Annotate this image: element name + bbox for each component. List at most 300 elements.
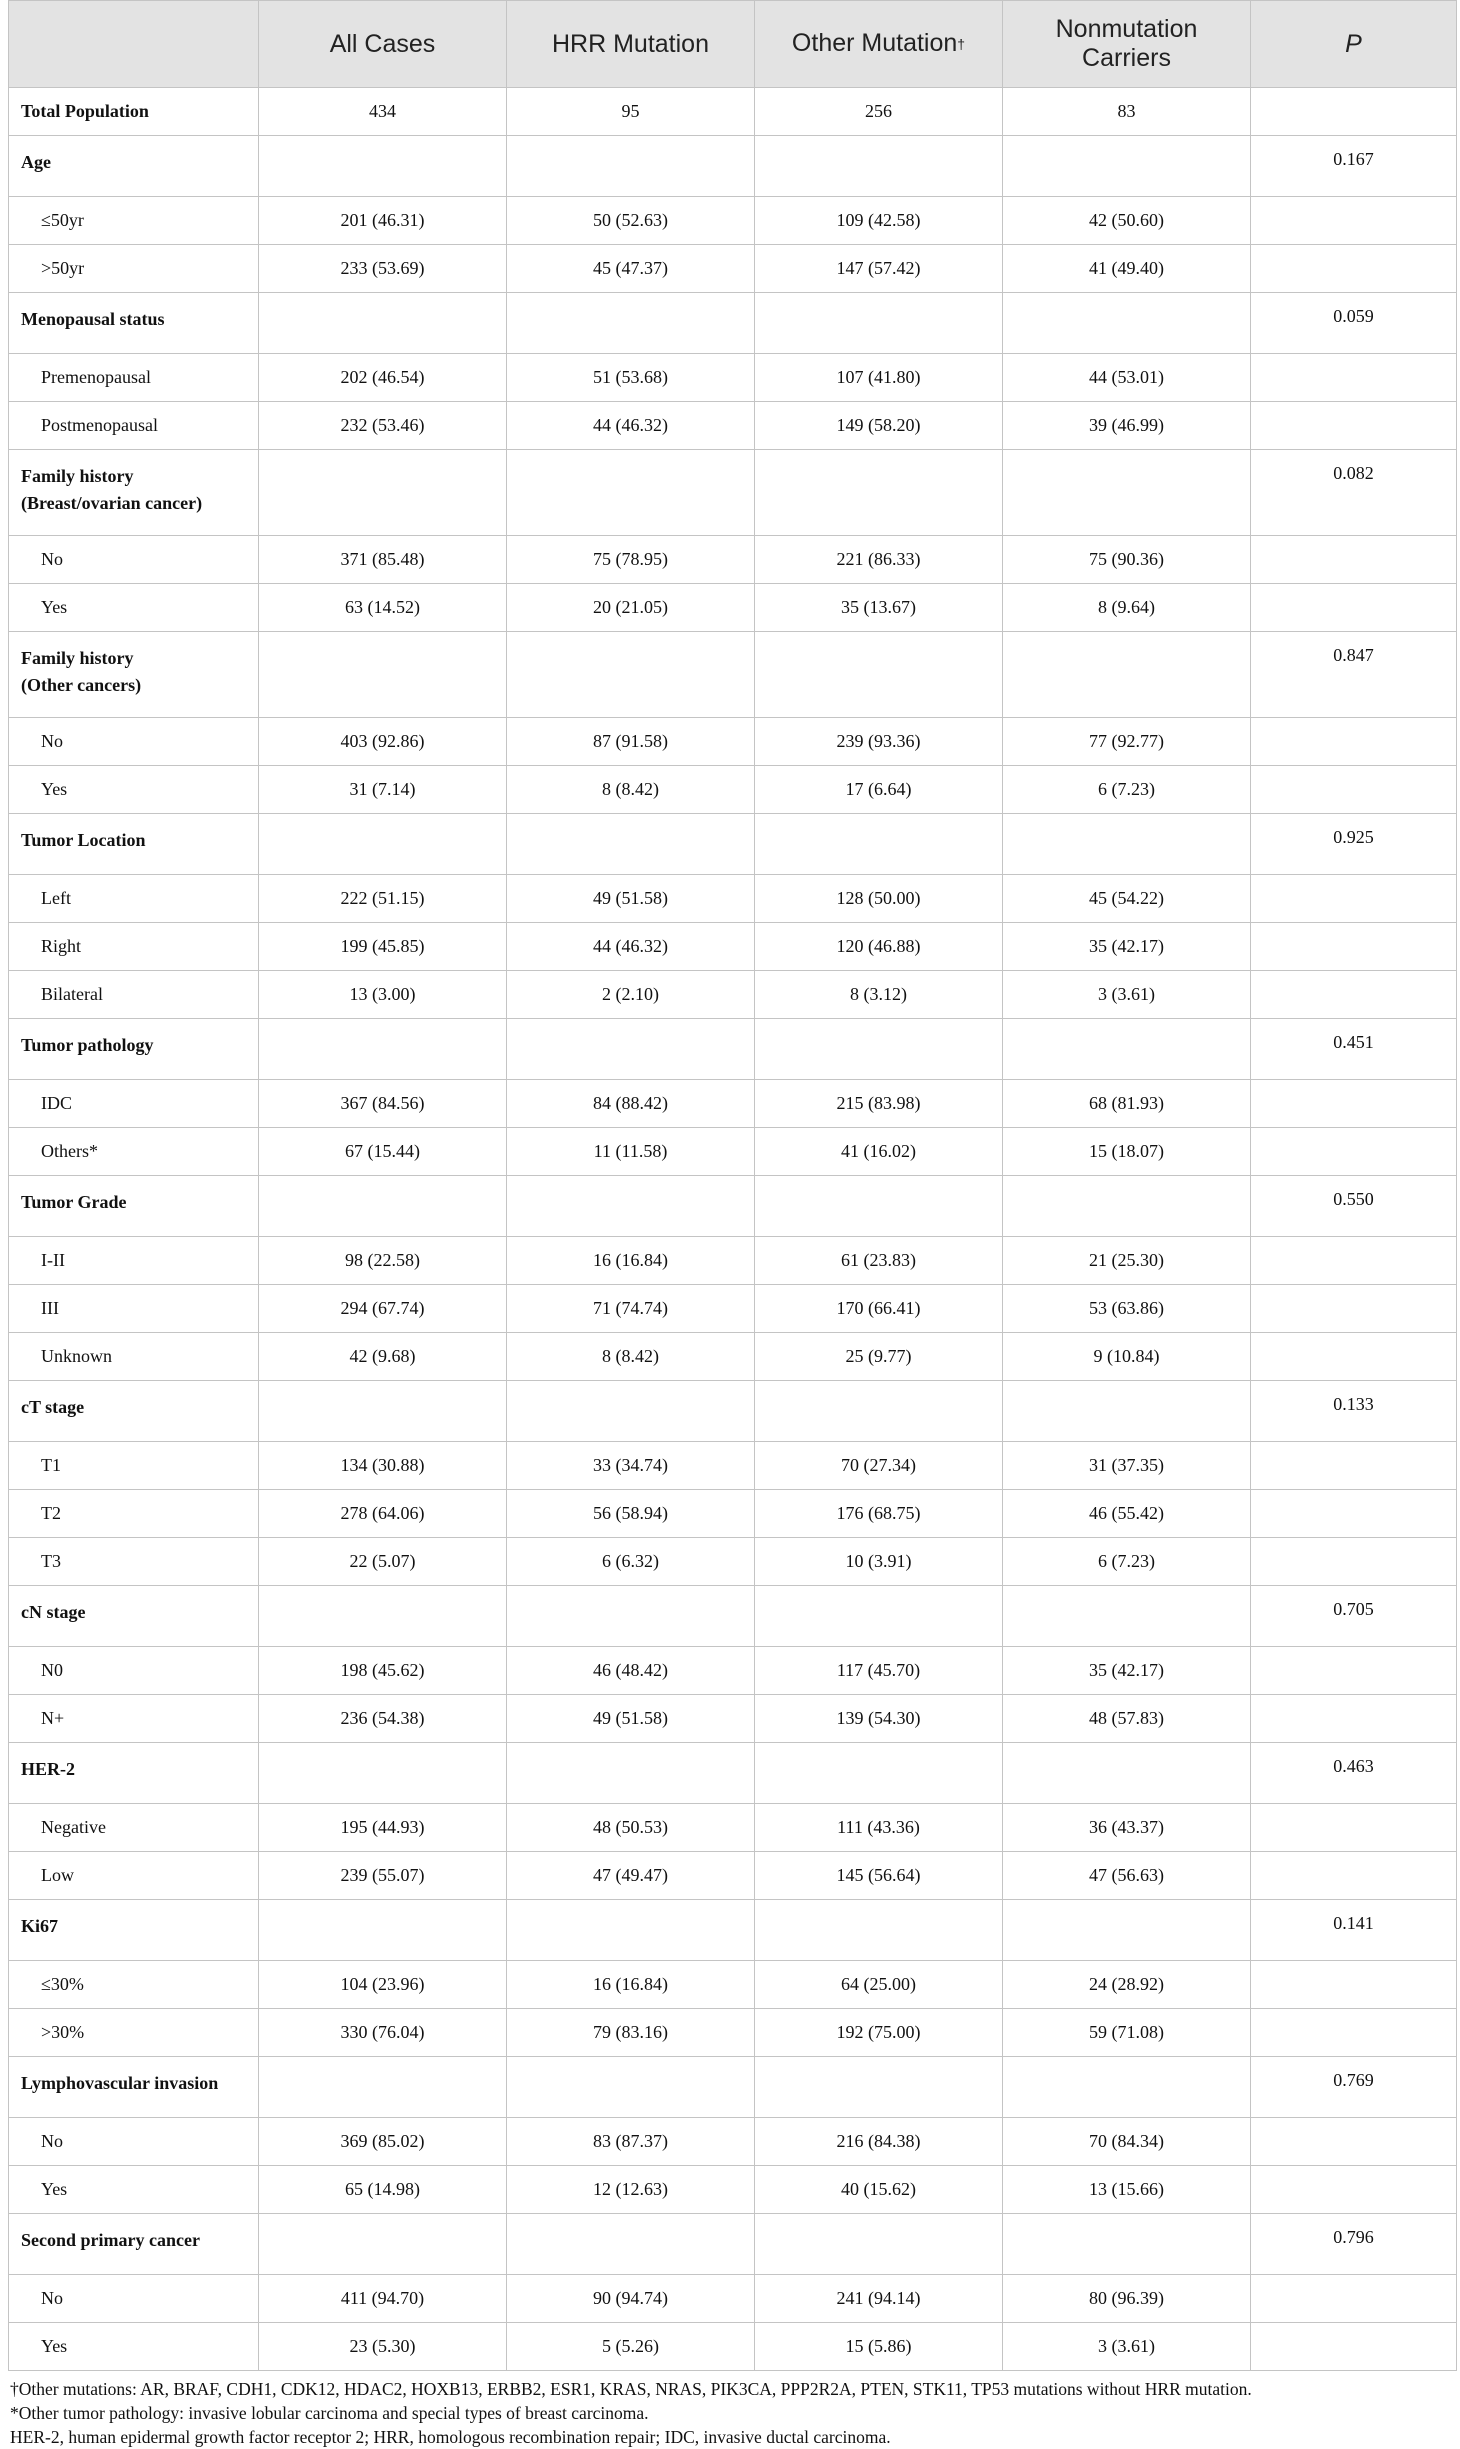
table-body <box>9 88 1457 2371</box>
value-cell: 13 (3.00) <box>259 971 507 1019</box>
empty-cell <box>507 1900 755 1961</box>
p-value-cell: 0.451 <box>1251 1019 1457 1080</box>
p-value-cell: 0.796 <box>1251 2214 1457 2275</box>
table-row <box>9 197 1457 245</box>
section-label-text: Second primary cancer <box>21 2230 200 2250</box>
p-value-cell <box>1251 1695 1457 1743</box>
value-cell: 71 (74.74) <box>507 1285 755 1333</box>
value-cell: 16 (16.84) <box>507 1961 755 2009</box>
value-cell: 145 (56.64) <box>755 1852 1003 1900</box>
value-cell: 50 (52.63) <box>507 197 755 245</box>
value-cell: 109 (42.58) <box>755 197 1003 245</box>
section-label <box>9 814 259 875</box>
empty-cell <box>259 1900 507 1961</box>
value-cell: 8 (8.42) <box>507 1333 755 1381</box>
section-row <box>9 2057 1457 2118</box>
section-row <box>9 293 1457 354</box>
value-cell: 15 (18.07) <box>1003 1128 1251 1176</box>
empty-cell <box>259 2057 507 2118</box>
value-cell: 44 (46.32) <box>507 402 755 450</box>
table-row <box>9 1442 1457 1490</box>
value-cell: 278 (64.06) <box>259 1490 507 1538</box>
value-cell: 6 (7.23) <box>1003 1538 1251 1586</box>
value-cell: 3 (3.61) <box>1003 2323 1251 2371</box>
value-cell: 117 (45.70) <box>755 1647 1003 1695</box>
value-cell: 75 (78.95) <box>507 536 755 584</box>
value-cell: 201 (46.31) <box>259 197 507 245</box>
table-row <box>9 1961 1457 2009</box>
value-cell: 64 (25.00) <box>755 1961 1003 2009</box>
value-cell: 40 (15.62) <box>755 2166 1003 2214</box>
value-cell: 215 (83.98) <box>755 1080 1003 1128</box>
empty-cell <box>755 1381 1003 1442</box>
value-cell: 221 (86.33) <box>755 536 1003 584</box>
p-value-cell <box>1251 536 1457 584</box>
empty-cell <box>1003 450 1251 536</box>
empty-cell <box>755 293 1003 354</box>
p-value-cell: 0.059 <box>1251 293 1457 354</box>
table-row <box>9 88 1457 136</box>
section-label <box>9 2214 259 2275</box>
table-row <box>9 402 1457 450</box>
section-row <box>9 1743 1457 1804</box>
value-cell: 20 (21.05) <box>507 584 755 632</box>
value-cell: 31 (37.35) <box>1003 1442 1251 1490</box>
p-value-cell <box>1251 1080 1457 1128</box>
p-value-cell <box>1251 354 1457 402</box>
value-cell: 47 (49.47) <box>507 1852 755 1900</box>
empty-cell <box>507 1019 755 1080</box>
row-label: T3 <box>9 1538 259 1586</box>
empty-cell <box>259 1743 507 1804</box>
value-cell: 65 (14.98) <box>259 2166 507 2214</box>
p-value-cell <box>1251 402 1457 450</box>
table-row <box>9 1538 1457 1586</box>
value-cell: 90 (94.74) <box>507 2275 755 2323</box>
row-label: >50yr <box>9 245 259 293</box>
row-label: T1 <box>9 1442 259 1490</box>
empty-cell <box>507 293 755 354</box>
empty-cell <box>755 136 1003 197</box>
value-cell: 83 <box>1003 88 1251 136</box>
value-cell: 75 (90.36) <box>1003 536 1251 584</box>
section-label-text: Ki67 <box>21 1916 59 1936</box>
value-cell: 67 (15.44) <box>259 1128 507 1176</box>
value-cell: 202 (46.54) <box>259 354 507 402</box>
p-value-cell <box>1251 1961 1457 2009</box>
section-label <box>9 1900 259 1961</box>
p-value-cell <box>1251 1237 1457 1285</box>
value-cell: 59 (71.08) <box>1003 2009 1251 2057</box>
p-value-cell <box>1251 2323 1457 2371</box>
section-label-text: Age <box>21 152 51 172</box>
value-cell: 23 (5.30) <box>259 2323 507 2371</box>
row-label: N0 <box>9 1647 259 1695</box>
empty-cell <box>1003 1019 1251 1080</box>
row-label: T2 <box>9 1490 259 1538</box>
p-value-cell <box>1251 971 1457 1019</box>
section-row <box>9 1176 1457 1237</box>
empty-cell <box>507 632 755 718</box>
p-value-cell: 0.141 <box>1251 1900 1457 1961</box>
empty-cell <box>755 1176 1003 1237</box>
row-label: I-II <box>9 1237 259 1285</box>
empty-cell <box>259 293 507 354</box>
value-cell: 198 (45.62) <box>259 1647 507 1695</box>
empty-cell <box>259 136 507 197</box>
table-row <box>9 536 1457 584</box>
section-label-text: Tumor Grade <box>21 1192 127 1212</box>
empty-cell <box>507 1381 755 1442</box>
value-cell: 199 (45.85) <box>259 923 507 971</box>
value-cell: 83 (87.37) <box>507 2118 755 2166</box>
value-cell: 31 (7.14) <box>259 766 507 814</box>
row-label: Yes <box>9 766 259 814</box>
row-label: Right <box>9 923 259 971</box>
value-cell: 45 (47.37) <box>507 245 755 293</box>
empty-cell <box>1003 1743 1251 1804</box>
empty-cell <box>755 2057 1003 2118</box>
value-cell: 35 (13.67) <box>755 584 1003 632</box>
value-cell: 367 (84.56) <box>259 1080 507 1128</box>
p-value-cell <box>1251 718 1457 766</box>
row-label: Yes <box>9 2166 259 2214</box>
table-row <box>9 354 1457 402</box>
row-label: Left <box>9 875 259 923</box>
section-label <box>9 2057 259 2118</box>
value-cell: 17 (6.64) <box>755 766 1003 814</box>
row-label: Unknown <box>9 1333 259 1381</box>
section-row <box>9 814 1457 875</box>
p-value-cell <box>1251 584 1457 632</box>
empty-cell <box>755 1900 1003 1961</box>
section-label-text: HER-2 <box>21 1759 75 1779</box>
empty-cell <box>507 2214 755 2275</box>
value-cell: 35 (42.17) <box>1003 923 1251 971</box>
row-label: ≤30% <box>9 1961 259 2009</box>
header-all-cases: All Cases <box>259 1 507 88</box>
row-label: No <box>9 536 259 584</box>
value-cell: 8 (8.42) <box>507 766 755 814</box>
p-value-cell <box>1251 197 1457 245</box>
value-cell: 8 (9.64) <box>1003 584 1251 632</box>
value-cell: 411 (94.70) <box>259 2275 507 2323</box>
value-cell: 15 (5.86) <box>755 2323 1003 2371</box>
p-value-cell <box>1251 88 1457 136</box>
value-cell: 294 (67.74) <box>259 1285 507 1333</box>
value-cell: 70 (27.34) <box>755 1442 1003 1490</box>
p-value-cell <box>1251 2118 1457 2166</box>
table-row <box>9 2009 1457 2057</box>
header-row <box>9 1 1457 88</box>
characteristics-table <box>8 0 1457 2371</box>
empty-cell <box>259 814 507 875</box>
empty-cell <box>755 450 1003 536</box>
value-cell: 6 (6.32) <box>507 1538 755 1586</box>
value-cell: 98 (22.58) <box>259 1237 507 1285</box>
empty-cell <box>755 632 1003 718</box>
section-row <box>9 2214 1457 2275</box>
section-label-text: cN stage <box>21 1602 86 1622</box>
value-cell: 139 (54.30) <box>755 1695 1003 1743</box>
footnote: †Other mutations: AR, BRAF, CDH1, CDK12, HDAC2, HOXB13, ERBB2, ESR1, KRAS, NRAS, PIK3CA, PPP2R2A, PTEN, STK11, TP53 mutations without HRR mutation. <box>10 2379 1252 2399</box>
section-row <box>9 1586 1457 1647</box>
row-label: Bilateral <box>9 971 259 1019</box>
value-cell: 371 (85.48) <box>259 536 507 584</box>
value-cell: 87 (91.58) <box>507 718 755 766</box>
p-value-cell <box>1251 1128 1457 1176</box>
value-cell: 61 (23.83) <box>755 1237 1003 1285</box>
value-cell: 51 (53.68) <box>507 354 755 402</box>
value-cell: 192 (75.00) <box>755 2009 1003 2057</box>
table-row <box>9 245 1457 293</box>
value-cell: 47 (56.63) <box>1003 1852 1251 1900</box>
value-cell: 369 (85.02) <box>259 2118 507 2166</box>
value-cell: 13 (15.66) <box>1003 2166 1251 2214</box>
table-row <box>9 1128 1457 1176</box>
p-value-cell: 0.463 <box>1251 1743 1457 1804</box>
row-label: No <box>9 2275 259 2323</box>
value-cell: 241 (94.14) <box>755 2275 1003 2323</box>
empty-cell <box>507 1176 755 1237</box>
section-label-text-2: (Breast/ovarian cancer) <box>21 493 203 513</box>
value-cell: 222 (51.15) <box>259 875 507 923</box>
value-cell: 403 (92.86) <box>259 718 507 766</box>
table-row <box>9 923 1457 971</box>
section-label-text-2: (Other cancers) <box>21 675 142 695</box>
section-label <box>9 293 259 354</box>
row-label: Premenopausal <box>9 354 259 402</box>
table-row <box>9 718 1457 766</box>
value-cell: 3 (3.61) <box>1003 971 1251 1019</box>
section-row <box>9 450 1457 536</box>
header-nonmutation-line2: Carriers <box>1082 44 1171 72</box>
row-label: Total Population <box>9 88 259 136</box>
empty-cell <box>1003 293 1251 354</box>
section-label <box>9 632 259 718</box>
p-value-cell <box>1251 245 1457 293</box>
value-cell: 239 (55.07) <box>259 1852 507 1900</box>
section-row <box>9 1900 1457 1961</box>
p-value-cell <box>1251 1333 1457 1381</box>
value-cell: 48 (50.53) <box>507 1804 755 1852</box>
p-value-cell <box>1251 923 1457 971</box>
row-label: ≤50yr <box>9 197 259 245</box>
value-cell: 239 (93.36) <box>755 718 1003 766</box>
table-row <box>9 1647 1457 1695</box>
header-nonmutation-carriers <box>1003 1 1251 88</box>
p-value-cell <box>1251 1285 1457 1333</box>
value-cell: 36 (43.37) <box>1003 1804 1251 1852</box>
table-row <box>9 766 1457 814</box>
section-label <box>9 136 259 197</box>
p-value-cell: 0.550 <box>1251 1176 1457 1237</box>
value-cell: 42 (50.60) <box>1003 197 1251 245</box>
value-cell: 16 (16.84) <box>507 1237 755 1285</box>
value-cell: 9 (10.84) <box>1003 1333 1251 1381</box>
row-label: Yes <box>9 2323 259 2371</box>
value-cell: 128 (50.00) <box>755 875 1003 923</box>
row-label: IDC <box>9 1080 259 1128</box>
table-row <box>9 1237 1457 1285</box>
empty-cell <box>1003 1586 1251 1647</box>
section-row <box>9 632 1457 718</box>
empty-cell <box>1003 2214 1251 2275</box>
value-cell: 11 (11.58) <box>507 1128 755 1176</box>
row-label: III <box>9 1285 259 1333</box>
value-cell: 22 (5.07) <box>259 1538 507 1586</box>
section-label <box>9 1586 259 1647</box>
row-label: Postmenopausal <box>9 402 259 450</box>
row-label: No <box>9 718 259 766</box>
section-label <box>9 1176 259 1237</box>
section-label-text: Tumor Location <box>21 830 146 850</box>
value-cell: 41 (16.02) <box>755 1128 1003 1176</box>
section-label-text: Tumor pathology <box>21 1035 154 1055</box>
p-value-cell <box>1251 766 1457 814</box>
section-label <box>9 450 259 536</box>
section-label-text: Family history <box>21 466 134 486</box>
p-value-cell <box>1251 2166 1457 2214</box>
value-cell: 170 (66.41) <box>755 1285 1003 1333</box>
value-cell: 21 (25.30) <box>1003 1237 1251 1285</box>
p-value-cell <box>1251 1852 1457 1900</box>
section-label <box>9 1381 259 1442</box>
empty-cell <box>507 136 755 197</box>
empty-cell <box>755 1743 1003 1804</box>
value-cell: 120 (46.88) <box>755 923 1003 971</box>
header-blank <box>9 1 259 88</box>
empty-cell <box>259 2214 507 2275</box>
value-cell: 232 (53.46) <box>259 402 507 450</box>
p-value-cell <box>1251 1804 1457 1852</box>
value-cell: 70 (84.34) <box>1003 2118 1251 2166</box>
p-value-cell: 0.082 <box>1251 450 1457 536</box>
empty-cell <box>1003 814 1251 875</box>
table-row <box>9 875 1457 923</box>
empty-cell <box>1003 2057 1251 2118</box>
row-label: No <box>9 2118 259 2166</box>
p-value-cell <box>1251 1647 1457 1695</box>
value-cell: 46 (55.42) <box>1003 1490 1251 1538</box>
p-value-cell: 0.705 <box>1251 1586 1457 1647</box>
value-cell: 25 (9.77) <box>755 1333 1003 1381</box>
table-container <box>8 0 1456 2449</box>
value-cell: 42 (9.68) <box>259 1333 507 1381</box>
table-row <box>9 2118 1457 2166</box>
value-cell: 80 (96.39) <box>1003 2275 1251 2323</box>
header-nonmutation-line1: Nonmutation <box>1055 15 1198 43</box>
value-cell: 104 (23.96) <box>259 1961 507 2009</box>
p-value-cell: 0.133 <box>1251 1381 1457 1442</box>
value-cell: 68 (81.93) <box>1003 1080 1251 1128</box>
p-value-cell <box>1251 2009 1457 2057</box>
empty-cell <box>755 1586 1003 1647</box>
value-cell: 216 (84.38) <box>755 2118 1003 2166</box>
table-row <box>9 2323 1457 2371</box>
header-p-value: P <box>1251 1 1457 88</box>
row-label: Yes <box>9 584 259 632</box>
p-value-cell <box>1251 1538 1457 1586</box>
empty-cell <box>507 1743 755 1804</box>
value-cell: 53 (63.86) <box>1003 1285 1251 1333</box>
section-label <box>9 1743 259 1804</box>
value-cell: 46 (48.42) <box>507 1647 755 1695</box>
value-cell: 6 (7.23) <box>1003 766 1251 814</box>
value-cell: 35 (42.17) <box>1003 1647 1251 1695</box>
section-label-text: Family history <box>21 648 134 668</box>
p-value-cell <box>1251 2275 1457 2323</box>
section-row <box>9 136 1457 197</box>
empty-cell <box>1003 632 1251 718</box>
header-hrr-mutation: HRR Mutation <box>507 1 755 88</box>
value-cell: 44 (46.32) <box>507 923 755 971</box>
value-cell: 107 (41.80) <box>755 354 1003 402</box>
empty-cell <box>507 2057 755 2118</box>
value-cell: 24 (28.92) <box>1003 1961 1251 2009</box>
value-cell: 49 (51.58) <box>507 1695 755 1743</box>
table-row <box>9 2275 1457 2323</box>
header-other-mutation <box>755 1 1003 88</box>
empty-cell <box>259 1586 507 1647</box>
value-cell: 10 (3.91) <box>755 1538 1003 1586</box>
empty-cell <box>1003 1381 1251 1442</box>
table-row <box>9 1490 1457 1538</box>
value-cell: 134 (30.88) <box>259 1442 507 1490</box>
value-cell: 176 (68.75) <box>755 1490 1003 1538</box>
value-cell: 233 (53.69) <box>259 245 507 293</box>
empty-cell <box>755 814 1003 875</box>
table-row <box>9 1333 1457 1381</box>
value-cell: 5 (5.26) <box>507 2323 755 2371</box>
section-label-text: cT stage <box>21 1397 85 1417</box>
value-cell: 33 (34.74) <box>507 1442 755 1490</box>
value-cell: 256 <box>755 88 1003 136</box>
empty-cell <box>259 1019 507 1080</box>
empty-cell <box>1003 1900 1251 1961</box>
value-cell: 330 (76.04) <box>259 2009 507 2057</box>
p-value-cell <box>1251 875 1457 923</box>
value-cell: 2 (2.10) <box>507 971 755 1019</box>
table-row <box>9 1080 1457 1128</box>
value-cell: 44 (53.01) <box>1003 354 1251 402</box>
value-cell: 111 (43.36) <box>755 1804 1003 1852</box>
value-cell: 147 (57.42) <box>755 245 1003 293</box>
empty-cell <box>507 450 755 536</box>
footnote: *Other tumor pathology: invasive lobular carcinoma and special types of breast carcinoma. <box>10 2403 649 2423</box>
empty-cell <box>507 1586 755 1647</box>
empty-cell <box>259 450 507 536</box>
empty-cell <box>259 632 507 718</box>
section-label-text: Lymphovascular invasion <box>21 2073 219 2093</box>
value-cell: 79 (83.16) <box>507 2009 755 2057</box>
value-cell: 12 (12.63) <box>507 2166 755 2214</box>
table-row <box>9 2166 1457 2214</box>
footnote: HER-2, human epidermal growth factor receptor 2; HRR, homologous recombination repair; IDC, invasive ductal carcinoma. <box>10 2427 891 2447</box>
row-label: >30% <box>9 2009 259 2057</box>
value-cell: 49 (51.58) <box>507 875 755 923</box>
table-row <box>9 584 1457 632</box>
p-value-cell: 0.167 <box>1251 136 1457 197</box>
section-row <box>9 1381 1457 1442</box>
section-label-text: Menopausal status <box>21 309 165 329</box>
empty-cell <box>259 1176 507 1237</box>
empty-cell <box>507 814 755 875</box>
row-label: Negative <box>9 1804 259 1852</box>
value-cell: 236 (54.38) <box>259 1695 507 1743</box>
value-cell: 8 (3.12) <box>755 971 1003 1019</box>
table-row <box>9 971 1457 1019</box>
